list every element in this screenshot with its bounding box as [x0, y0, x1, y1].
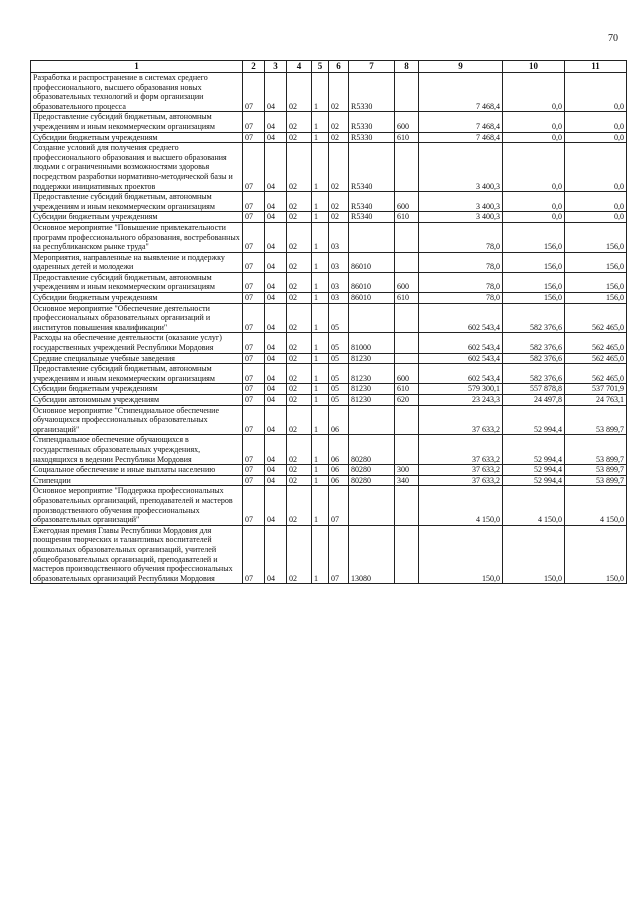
- code-cell: R5330: [349, 132, 395, 143]
- code-cell: 86010: [349, 272, 395, 292]
- row-name-cell: Создание условий для получения среднего профессионального образования и высшего образования людьми с ограниченными возможностями здоровья посредством разработки нормативно-методической базы и поддержки инициативных проектов: [31, 143, 243, 192]
- amount-cell: 24 763,1: [565, 395, 627, 406]
- code-cell: 04: [265, 364, 287, 384]
- code-cell: 05: [329, 364, 349, 384]
- code-cell: 02: [329, 132, 349, 143]
- code-cell: 610: [395, 293, 419, 304]
- code-cell: 600: [395, 192, 419, 212]
- amount-cell: 3 400,3: [419, 192, 503, 212]
- code-cell: [349, 486, 395, 525]
- code-cell: [395, 435, 419, 465]
- amount-cell: 0,0: [503, 112, 565, 132]
- amount-cell: 78,0: [419, 222, 503, 252]
- row-name-cell: Основное мероприятие "Поддержка профессиональных образовательных организаций, преподавателей и мастеров производственного обучения профессиональных образовательных организаций": [31, 486, 243, 525]
- code-cell: R5340: [349, 212, 395, 223]
- amount-cell: 562 465,0: [565, 333, 627, 353]
- code-cell: 02: [287, 252, 312, 272]
- code-cell: 1: [312, 272, 329, 292]
- code-cell: 81000: [349, 333, 395, 353]
- code-cell: [395, 525, 419, 584]
- code-cell: 07: [243, 112, 265, 132]
- amount-cell: 0,0: [503, 212, 565, 223]
- column-header: 8: [395, 61, 419, 73]
- code-cell: 81230: [349, 395, 395, 406]
- code-cell: 02: [287, 395, 312, 406]
- amount-cell: 562 465,0: [565, 364, 627, 384]
- code-cell: 610: [395, 132, 419, 143]
- amount-cell: 602 543,4: [419, 303, 503, 333]
- code-cell: 07: [243, 272, 265, 292]
- column-header: 11: [565, 61, 627, 73]
- amount-cell: 150,0: [565, 525, 627, 584]
- code-cell: 04: [265, 143, 287, 192]
- code-cell: 04: [265, 435, 287, 465]
- code-cell: 1: [312, 395, 329, 406]
- code-cell: 04: [265, 212, 287, 223]
- code-cell: 02: [287, 73, 312, 112]
- row-name-cell: Ежегодная премия Главы Республики Мордовия для поощрения творческих и талантливых воспитателей дошкольных образовательных организаций, учителей общеобразовательных организаций, преподавателей и мастеров производственного обучения профессиональных образовательных организаций Республики Мордовия: [31, 525, 243, 584]
- table-row: [31, 435, 627, 465]
- row-name-cell: Предоставление субсидий бюджетным, автономным учреждениям и иным некоммерческим организациям: [31, 364, 243, 384]
- code-cell: 06: [329, 475, 349, 486]
- code-cell: 1: [312, 303, 329, 333]
- amount-cell: 53 899,7: [565, 405, 627, 435]
- row-name-cell: Субсидии бюджетным учреждениям: [31, 132, 243, 143]
- code-cell: 05: [329, 303, 349, 333]
- code-cell: 06: [329, 465, 349, 476]
- code-cell: 02: [287, 272, 312, 292]
- code-cell: 86010: [349, 293, 395, 304]
- code-cell: 02: [287, 333, 312, 353]
- code-cell: [349, 222, 395, 252]
- code-cell: 86010: [349, 252, 395, 272]
- amount-cell: 156,0: [503, 272, 565, 292]
- amount-cell: 156,0: [565, 293, 627, 304]
- amount-cell: 53 899,7: [565, 465, 627, 476]
- code-cell: [395, 303, 419, 333]
- amount-cell: 557 878,8: [503, 384, 565, 395]
- code-cell: [395, 333, 419, 353]
- amount-cell: 7 468,4: [419, 112, 503, 132]
- row-name-cell: Социальное обеспечение и иные выплаты населению: [31, 465, 243, 476]
- code-cell: 07: [243, 465, 265, 476]
- code-cell: 07: [243, 364, 265, 384]
- amount-cell: 602 543,4: [419, 364, 503, 384]
- amount-cell: 37 633,2: [419, 435, 503, 465]
- code-cell: 80280: [349, 475, 395, 486]
- code-cell: 06: [329, 405, 349, 435]
- code-cell: R5340: [349, 192, 395, 212]
- code-cell: 02: [329, 192, 349, 212]
- code-cell: 81230: [349, 353, 395, 364]
- amount-cell: 579 300,1: [419, 384, 503, 395]
- code-cell: 07: [243, 212, 265, 223]
- table-row: [31, 252, 627, 272]
- code-cell: 81230: [349, 384, 395, 395]
- row-name-cell: Средние специальные учебные заведения: [31, 353, 243, 364]
- code-cell: 07: [329, 525, 349, 584]
- code-cell: 04: [265, 405, 287, 435]
- code-cell: 04: [265, 395, 287, 406]
- table-row: [31, 132, 627, 143]
- code-cell: 02: [287, 222, 312, 252]
- code-cell: 1: [312, 73, 329, 112]
- code-cell: 07: [243, 252, 265, 272]
- code-cell: 07: [243, 303, 265, 333]
- code-cell: 04: [265, 384, 287, 395]
- amount-cell: 562 465,0: [565, 353, 627, 364]
- column-header: 1: [31, 61, 243, 73]
- code-cell: 1: [312, 435, 329, 465]
- code-cell: 1: [312, 192, 329, 212]
- amount-cell: 53 899,7: [565, 475, 627, 486]
- code-cell: 04: [265, 222, 287, 252]
- code-cell: 02: [287, 303, 312, 333]
- code-cell: 02: [287, 353, 312, 364]
- code-cell: 1: [312, 405, 329, 435]
- amount-cell: 582 376,6: [503, 333, 565, 353]
- amount-cell: 24 497,8: [503, 395, 565, 406]
- code-cell: 04: [265, 73, 287, 112]
- amount-cell: 0,0: [503, 73, 565, 112]
- amount-cell: 582 376,6: [503, 303, 565, 333]
- column-header: 5: [312, 61, 329, 73]
- code-cell: 07: [243, 384, 265, 395]
- code-cell: 02: [287, 435, 312, 465]
- amount-cell: 582 376,6: [503, 353, 565, 364]
- code-cell: 06: [329, 435, 349, 465]
- code-cell: 02: [287, 293, 312, 304]
- row-name-cell: Стипендиальное обеспечение обучающихся в государственных образовательных учреждениях, находящихся в ведении Республики Мордовия: [31, 435, 243, 465]
- code-cell: 05: [329, 333, 349, 353]
- code-cell: 1: [312, 143, 329, 192]
- code-cell: 07: [243, 132, 265, 143]
- table-row: [31, 395, 627, 406]
- code-cell: 80280: [349, 465, 395, 476]
- amount-cell: 0,0: [565, 112, 627, 132]
- code-cell: 610: [395, 212, 419, 223]
- table-row: [31, 525, 627, 584]
- code-cell: 340: [395, 475, 419, 486]
- amount-cell: 156,0: [503, 293, 565, 304]
- amount-cell: 0,0: [503, 143, 565, 192]
- amount-cell: 150,0: [503, 525, 565, 584]
- code-cell: 02: [287, 525, 312, 584]
- code-cell: 02: [287, 405, 312, 435]
- amount-cell: 7 468,4: [419, 73, 503, 112]
- row-name-cell: Стипендии: [31, 475, 243, 486]
- table-row: [31, 475, 627, 486]
- code-cell: 05: [329, 384, 349, 395]
- amount-cell: 4 150,0: [419, 486, 503, 525]
- table-row: [31, 405, 627, 435]
- table-row: [31, 353, 627, 364]
- code-cell: 07: [243, 353, 265, 364]
- amount-cell: 602 543,4: [419, 333, 503, 353]
- code-cell: 07: [243, 73, 265, 112]
- column-header: 2: [243, 61, 265, 73]
- code-cell: 02: [287, 465, 312, 476]
- table-row: [31, 212, 627, 223]
- amount-cell: 537 701,9: [565, 384, 627, 395]
- amount-cell: 3 400,3: [419, 143, 503, 192]
- code-cell: 02: [287, 192, 312, 212]
- amount-cell: 37 633,2: [419, 405, 503, 435]
- amount-cell: 602 543,4: [419, 353, 503, 364]
- code-cell: 03: [329, 252, 349, 272]
- amount-cell: 78,0: [419, 252, 503, 272]
- amount-cell: 7 468,4: [419, 132, 503, 143]
- code-cell: 02: [287, 475, 312, 486]
- code-cell: [395, 222, 419, 252]
- code-cell: 05: [329, 353, 349, 364]
- code-cell: 05: [329, 395, 349, 406]
- code-cell: 1: [312, 353, 329, 364]
- row-name-cell: Расходы на обеспечение деятельности (оказание услуг) государственных учреждений Республики Мордовия: [31, 333, 243, 353]
- amount-cell: 0,0: [565, 132, 627, 143]
- amount-cell: 37 633,2: [419, 475, 503, 486]
- table-row: [31, 293, 627, 304]
- code-cell: 04: [265, 353, 287, 364]
- code-cell: 04: [265, 252, 287, 272]
- column-header: 4: [287, 61, 312, 73]
- column-header: 3: [265, 61, 287, 73]
- code-cell: 07: [243, 405, 265, 435]
- row-name-cell: Основное мероприятие "Стипендиальное обеспечение обучающихся профессиональных образовательных организаций": [31, 405, 243, 435]
- code-cell: 1: [312, 525, 329, 584]
- code-cell: [349, 303, 395, 333]
- code-cell: 1: [312, 486, 329, 525]
- table-row: [31, 333, 627, 353]
- code-cell: 04: [265, 486, 287, 525]
- code-cell: 1: [312, 333, 329, 353]
- code-cell: 04: [265, 132, 287, 143]
- code-cell: 02: [329, 143, 349, 192]
- amount-cell: 156,0: [565, 222, 627, 252]
- code-cell: [349, 405, 395, 435]
- amount-cell: 0,0: [565, 212, 627, 223]
- amount-cell: 156,0: [565, 272, 627, 292]
- code-cell: 07: [329, 486, 349, 525]
- code-cell: 600: [395, 272, 419, 292]
- table-row: [31, 143, 627, 192]
- table-row: [31, 272, 627, 292]
- code-cell: 03: [329, 272, 349, 292]
- code-cell: 03: [329, 222, 349, 252]
- row-name-cell: Предоставление субсидий бюджетным, автономным учреждениям и иным некоммерческим организациям: [31, 272, 243, 292]
- table-row: [31, 465, 627, 476]
- code-cell: 04: [265, 112, 287, 132]
- code-cell: 81230: [349, 364, 395, 384]
- table-row: [31, 303, 627, 333]
- amount-cell: 52 994,4: [503, 465, 565, 476]
- code-cell: 610: [395, 384, 419, 395]
- amount-cell: 52 994,4: [503, 475, 565, 486]
- code-cell: 07: [243, 143, 265, 192]
- row-name-cell: Субсидии бюджетным учреждениям: [31, 384, 243, 395]
- page-number: 70: [608, 33, 618, 44]
- code-cell: 04: [265, 525, 287, 584]
- row-name-cell: Мероприятия, направленные на выявление и поддержку одаренных детей и молодежи: [31, 252, 243, 272]
- table-row: [31, 112, 627, 132]
- code-cell: 02: [287, 486, 312, 525]
- code-cell: 04: [265, 293, 287, 304]
- code-cell: R5330: [349, 73, 395, 112]
- code-cell: 300: [395, 465, 419, 476]
- row-name-cell: Разработка и распространение в системах среднего профессионального, высшего образования новых образовательных технологий и форм организации образовательного процесса: [31, 73, 243, 112]
- amount-cell: 0,0: [503, 132, 565, 143]
- code-cell: 02: [287, 112, 312, 132]
- code-cell: 07: [243, 525, 265, 584]
- budget-table: [30, 60, 627, 584]
- amount-cell: 0,0: [503, 192, 565, 212]
- code-cell: 02: [287, 132, 312, 143]
- code-cell: 1: [312, 222, 329, 252]
- code-cell: [395, 143, 419, 192]
- header-row: [31, 61, 627, 73]
- row-name-cell: Предоставление субсидий бюджетным, автономным учреждениям и иным некоммерческим организациям: [31, 192, 243, 212]
- code-cell: 07: [243, 486, 265, 525]
- code-cell: 03: [329, 293, 349, 304]
- code-cell: 07: [243, 222, 265, 252]
- code-cell: 04: [265, 272, 287, 292]
- code-cell: R5330: [349, 112, 395, 132]
- code-cell: 04: [265, 192, 287, 212]
- code-cell: 04: [265, 333, 287, 353]
- code-cell: 1: [312, 384, 329, 395]
- code-cell: 02: [287, 384, 312, 395]
- amount-cell: 53 899,7: [565, 435, 627, 465]
- amount-cell: 156,0: [503, 222, 565, 252]
- amount-cell: 4 150,0: [503, 486, 565, 525]
- amount-cell: 3 400,3: [419, 212, 503, 223]
- amount-cell: 0,0: [565, 143, 627, 192]
- code-cell: 80280: [349, 435, 395, 465]
- code-cell: 07: [243, 435, 265, 465]
- amount-cell: 37 633,2: [419, 465, 503, 476]
- code-cell: 1: [312, 132, 329, 143]
- amount-cell: 52 994,4: [503, 405, 565, 435]
- amount-cell: 0,0: [565, 73, 627, 112]
- column-header: 6: [329, 61, 349, 73]
- amount-cell: 78,0: [419, 272, 503, 292]
- amount-cell: 52 994,4: [503, 435, 565, 465]
- code-cell: R5340: [349, 143, 395, 192]
- code-cell: [395, 486, 419, 525]
- code-cell: 07: [243, 395, 265, 406]
- code-cell: 04: [265, 475, 287, 486]
- code-cell: [395, 252, 419, 272]
- code-cell: 02: [329, 73, 349, 112]
- column-header: 9: [419, 61, 503, 73]
- column-header: 10: [503, 61, 565, 73]
- code-cell: 02: [287, 143, 312, 192]
- row-name-cell: Субсидии бюджетным учреждениям: [31, 293, 243, 304]
- code-cell: [395, 353, 419, 364]
- row-name-cell: Основное мероприятие "Повышение привлекательности программ профессионального образования, востребованных на республиканском рынке труда": [31, 222, 243, 252]
- row-name-cell: Предоставление субсидий бюджетным, автономным учреждениям и иным некоммерческим организациям: [31, 112, 243, 132]
- code-cell: 600: [395, 364, 419, 384]
- code-cell: 07: [243, 333, 265, 353]
- table-row: [31, 364, 627, 384]
- code-cell: [395, 73, 419, 112]
- amount-cell: 0,0: [565, 192, 627, 212]
- amount-cell: 562 465,0: [565, 303, 627, 333]
- table-row: [31, 384, 627, 395]
- code-cell: 1: [312, 364, 329, 384]
- table-body: [31, 73, 627, 584]
- code-cell: [395, 405, 419, 435]
- code-cell: 1: [312, 112, 329, 132]
- code-cell: 07: [243, 293, 265, 304]
- row-name-cell: Субсидии автономным учреждениям: [31, 395, 243, 406]
- code-cell: 02: [287, 364, 312, 384]
- table-row: [31, 73, 627, 112]
- code-cell: 1: [312, 293, 329, 304]
- code-cell: 1: [312, 252, 329, 272]
- code-cell: 02: [287, 212, 312, 223]
- amount-cell: 150,0: [419, 525, 503, 584]
- code-cell: 1: [312, 475, 329, 486]
- row-name-cell: Субсидии бюджетным учреждениям: [31, 212, 243, 223]
- code-cell: 04: [265, 303, 287, 333]
- code-cell: 13080: [349, 525, 395, 584]
- table-row: [31, 222, 627, 252]
- code-cell: 02: [329, 212, 349, 223]
- amount-cell: 4 150,0: [565, 486, 627, 525]
- amount-cell: 582 376,6: [503, 364, 565, 384]
- amount-cell: 156,0: [503, 252, 565, 272]
- code-cell: 1: [312, 465, 329, 476]
- code-cell: 07: [243, 192, 265, 212]
- table-row: [31, 192, 627, 212]
- code-cell: 02: [329, 112, 349, 132]
- table-row: [31, 486, 627, 525]
- code-cell: 600: [395, 112, 419, 132]
- row-name-cell: Основное мероприятие "Обеспечение деятельности профессиональных образовательных организаций и институтов повышения квалификации": [31, 303, 243, 333]
- code-cell: 07: [243, 475, 265, 486]
- code-cell: 04: [265, 465, 287, 476]
- code-cell: 620: [395, 395, 419, 406]
- amount-cell: 23 243,3: [419, 395, 503, 406]
- amount-cell: 156,0: [565, 252, 627, 272]
- column-header: 7: [349, 61, 395, 73]
- amount-cell: 78,0: [419, 293, 503, 304]
- code-cell: 1: [312, 212, 329, 223]
